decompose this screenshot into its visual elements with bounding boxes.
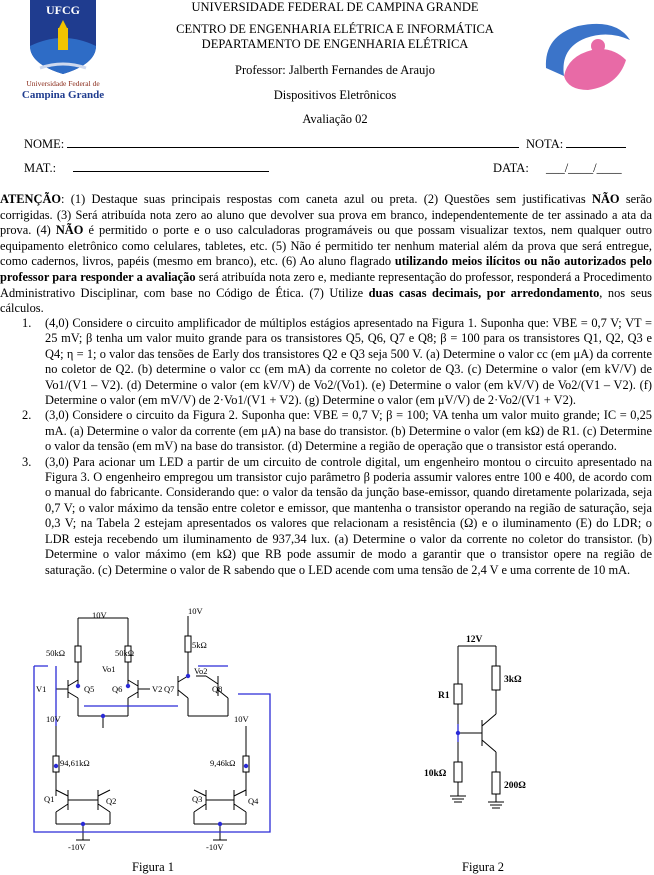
fig1-label: Q2: [106, 796, 117, 806]
nome-field: [24, 137, 519, 152]
fig1-label: -10V: [68, 842, 86, 852]
nome-input-line[interactable]: [67, 147, 519, 148]
notice-bold-2: NÃO: [55, 223, 84, 238]
fig1-label: V1: [36, 684, 47, 694]
fig1-label: 10V: [188, 606, 203, 616]
question-item: [0, 408, 652, 454]
fig1-label: Q8: [212, 684, 223, 694]
ufcg-shield-icon: [18, 0, 108, 100]
notice-text-3: é permitido o porte e o uso calculadoras programáveis ou que possam visualizar textos, nem qualquer outro equipamento eletrônico como celulares, tabletes, etc. (5) Não é permitido ter nenhum material além da prova que será entregue, como cadernos, livros, papéis (mesmo em branco), etc. (6) Ao aluno flagrado: [0, 223, 652, 269]
fig1-label: -10V: [206, 842, 224, 852]
logo-acronym: UFCG: [46, 3, 80, 17]
fig2-label: R1: [438, 691, 450, 701]
figure-2-circuit: [420, 632, 530, 812]
mat-label: MAT.:: [24, 161, 57, 175]
fig1-label: Q5: [84, 684, 95, 694]
department-emblem-icon: [538, 16, 638, 94]
logo-line-1: Universidade Federal de: [26, 79, 100, 88]
notice-bold-1: NÃO: [592, 192, 620, 206]
notice-text-4: será atribuída nota zero e, mediante representação do professor, responderá a Procedimento Administrativo Disciplinar, com base no Código de Ética. (7) Utilize: [0, 269, 652, 300]
figure-1-caption: Figura 1: [132, 860, 175, 874]
nota-field: [526, 137, 626, 152]
notice-bold-4: duas casas decimais, por arredondamento: [368, 285, 600, 300]
fig2-label: 3kΩ: [504, 675, 522, 685]
course-name: Dispositivos Eletrônicos: [273, 88, 397, 102]
fig1-label: 50kΩ: [115, 648, 135, 658]
fig1-label: Q4: [248, 796, 259, 806]
notice-label: ATENÇÃO: [0, 192, 62, 206]
fig1-label: Q6: [112, 684, 123, 694]
fig1-label: Q3: [192, 794, 203, 804]
fig1-label: 94,61kΩ: [60, 758, 90, 768]
question-text: (4,0) Considere o circuito amplificador de múltiplos estágios apresentado na Figura 1. Suponha que: VBE = 0,7 V; VT = 25 mV; β tenha um valor muito grande para os transistores Q5, Q6, Q7 e Q8; β = 100 para os transistores Q1, Q2, Q3 e Q4; η = 1; o valor das tensões de Early dos transistores Q2 e Q3 seja 500 V. (a) Determine o valor cc (em μA) da corrente no coletor de Q2. (b) determine o valor cc (em mA) da corrente no coletor de Q3. (c) Determine o valor (em kV/V) de Vo1/(V1 – V2). (d) Determine o valor (em kV/V) de Vo2/(Vo1). (e) Determine o valor (em kV/V) de Vo2/(V1 – V2). (f) Determine o valor (em mV/V) de 2·Vo1/(V1 + V2). (g) Determine o valor (em μV/V) de 2·Vo2/(V1 + V2).: [45, 316, 652, 408]
fig1-label: 9,46kΩ: [210, 758, 236, 768]
notice-paragraph: [0, 192, 652, 317]
fig1-label: Q7: [164, 684, 175, 694]
notice-bold-3: utilizando meios ilícitos ou não autorizados pelo professor para responder a avaliação: [0, 254, 652, 284]
fig1-label: Q1: [44, 794, 55, 804]
fig1-label: 10V: [234, 714, 249, 724]
question-text: (3,0) Para acionar um LED a partir de um circuito de controle digital, um engenheiro montou o circuito apresentado na Figura 3. O engenheiro empregou um transistor cujo parâmetro β poderia assumir valores entre 100 e 400, de acordo com o manual do fabricante. Considerando que: o valor da tensão da junção base-emissor, quando diretamente polarizada, seja 0,7 V; o valor máximo da tensão entre coletor e emissor, que mantenha o transistor operando na região de saturação, seja 0,3 V; na Tabela 2 estejam apresentados os valores que relacionam a resistência (Ω) e o iluminamento (E) do LDR; o LDR esteja recebendo um iluminamento de 937,34 lux. (a) Determine o valor da corrente no coletor do transistor. (b) Determine o valor máximo (em kΩ) que RB pode assumir de modo a garantir que o transistor opere na região de saturação. (c) Determine o valor de R sabendo que o LED acende com uma tensão de 2,4 V e uma corrente de 10 mA.: [45, 454, 652, 577]
figure-2-caption: Figura 2: [462, 860, 505, 874]
notice-text-1: : (1) Destaque suas principais respostas com caneta azul ou preta. (2) Questões sem justificativas: [61, 192, 593, 206]
fig1-label: 10V: [46, 714, 61, 724]
fig1-label: Vo2: [194, 666, 208, 676]
exam-title: Avaliação 02: [302, 112, 368, 126]
question-list: [0, 316, 652, 578]
professor-name: Professor: Jalberth Fernandes de Araujo: [235, 63, 435, 77]
department-logo: [538, 16, 638, 94]
nota-label: NOTA:: [526, 137, 564, 151]
data-field: [493, 161, 622, 176]
ufcg-logo: [18, 0, 108, 100]
figure-1-circuit: [28, 606, 276, 860]
notice-text-2: serão corrigidas. (3) Será atribuída nota zero ao aluno que devolver sua prova em branco, independentemente de ter assinado a ata da prova. (4): [0, 192, 652, 238]
center-name: CENTRO DE ENGENHARIA ELÉTRICA E INFORMÁTICA: [176, 22, 494, 36]
question-number: 1.: [22, 316, 32, 330]
fig1-label: Vo1: [102, 664, 116, 674]
fig2-label: 10kΩ: [424, 769, 447, 779]
fig1-label: 50kΩ: [46, 648, 66, 658]
question-item: [0, 455, 652, 578]
notice-text-5: , nos seus cálculos.: [0, 285, 652, 316]
mat-input-line[interactable]: [73, 171, 269, 172]
question-number: 2.: [22, 408, 32, 423]
mat-field: [24, 161, 269, 176]
question-item: [0, 316, 652, 408]
fig1-label: 5kΩ: [192, 640, 207, 650]
nome-label: NOME:: [24, 137, 65, 151]
fig1-label: 10V: [92, 610, 107, 620]
fig1-label: V2: [152, 684, 163, 694]
date-input[interactable]: ___/____/____: [545, 161, 622, 175]
fig2-label: 200Ω: [504, 781, 526, 791]
question-text: (3,0) Considere o circuito da Figura 2. Suponha que: VBE = 0,7 V; β = 100; VA tenha um valor muito grande; IC = 0,25 mA. (a) Determine o valor da corrente (em μA) na base do transistor. (b) Determine o valor (em kΩ) de R1. (c) Determine o valor da tensão (em mV) na base do transistor. (d) Determine a região de operação que o transistor está operando.: [45, 408, 652, 454]
question-number: 3.: [22, 454, 32, 469]
university-name: UNIVERSIDADE FEDERAL DE CAMPINA GRANDE: [191, 0, 479, 14]
fig2-label: 12V: [466, 635, 483, 645]
logo-line-2: Campina Grande: [21, 89, 105, 100]
department-name: DEPARTAMENTO DE ENGENHARIA ELÉTRICA: [201, 37, 469, 51]
data-label: DATA:: [493, 161, 529, 175]
nota-input-line[interactable]: [566, 147, 626, 148]
